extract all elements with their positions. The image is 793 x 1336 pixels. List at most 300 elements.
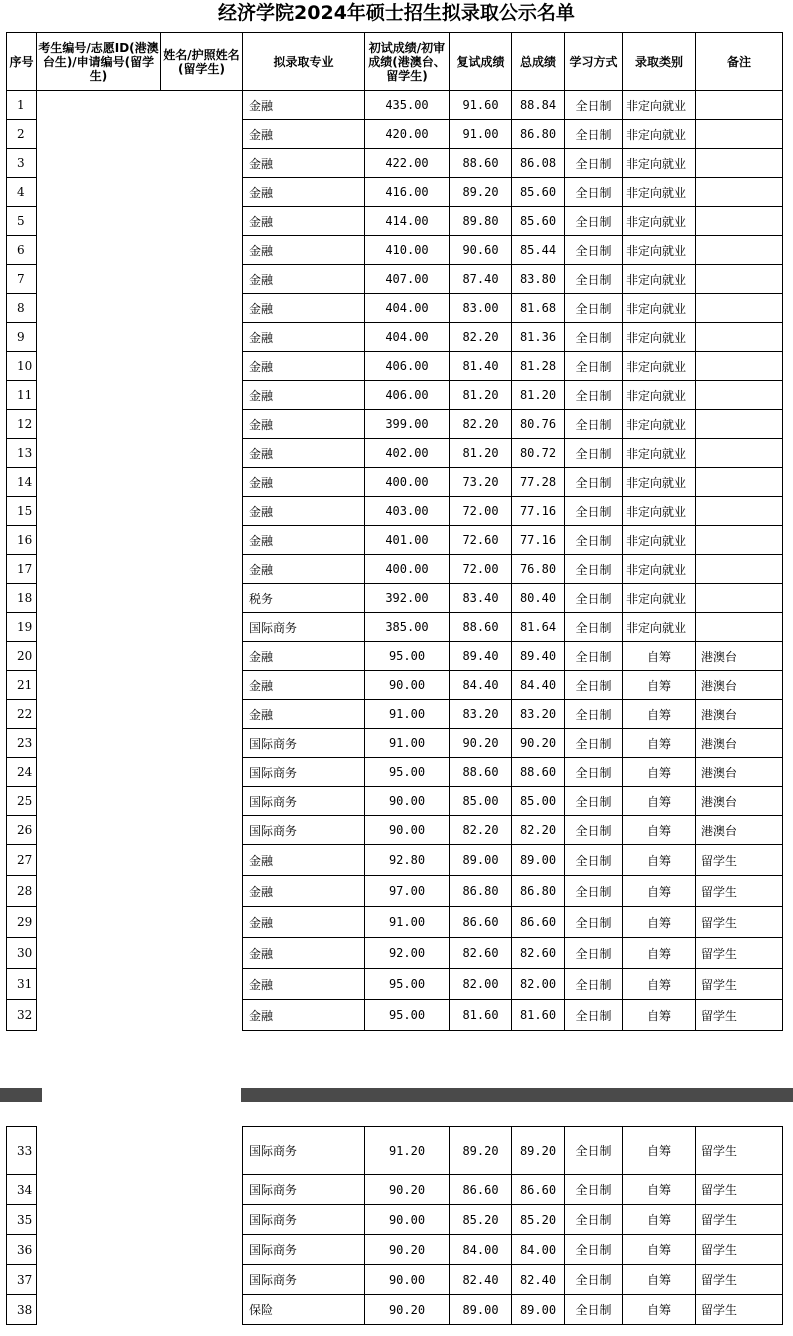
retest-score-cell: 89.20 bbox=[450, 1127, 512, 1175]
name-cell bbox=[161, 584, 243, 613]
initial-score-cell: 95.00 bbox=[365, 969, 450, 1000]
study-mode-cell: 全日制 bbox=[565, 236, 623, 265]
name-cell bbox=[161, 120, 243, 149]
remarks-cell: 港澳台 bbox=[696, 700, 783, 729]
exam-id-cell bbox=[37, 323, 161, 352]
remarks-cell: 港澳台 bbox=[696, 787, 783, 816]
exam-id-cell bbox=[37, 1127, 161, 1175]
remarks-cell bbox=[696, 178, 783, 207]
exam-id-cell bbox=[37, 120, 161, 149]
name-cell bbox=[161, 178, 243, 207]
table-row bbox=[7, 876, 783, 907]
table-row bbox=[7, 149, 783, 178]
initial-score-cell: 90.00 bbox=[365, 816, 450, 845]
remarks-cell bbox=[696, 149, 783, 178]
retest-score-cell: 82.20 bbox=[450, 816, 512, 845]
seq-cell: 16 bbox=[7, 526, 37, 555]
admission-type-cell: 非定向就业 bbox=[623, 526, 696, 555]
seq-cell: 3 bbox=[7, 149, 37, 178]
admission-type-cell: 自筹 bbox=[623, 787, 696, 816]
table-row bbox=[7, 91, 783, 120]
admission-type-cell: 非定向就业 bbox=[623, 352, 696, 381]
retest-score-cell: 91.60 bbox=[450, 91, 512, 120]
table-row bbox=[7, 265, 783, 294]
exam-id-cell bbox=[37, 526, 161, 555]
initial-score-cell: 95.00 bbox=[365, 758, 450, 787]
seq-cell: 38 bbox=[7, 1295, 37, 1325]
seq-cell: 30 bbox=[7, 938, 37, 969]
major-cell: 金融 bbox=[243, 468, 365, 497]
initial-score-cell: 91.00 bbox=[365, 729, 450, 758]
retest-score-cell: 86.80 bbox=[450, 876, 512, 907]
initial-score-cell: 414.00 bbox=[365, 207, 450, 236]
remarks-cell bbox=[696, 120, 783, 149]
total-score-cell: 86.80 bbox=[512, 120, 565, 149]
study-mode-cell: 全日制 bbox=[565, 207, 623, 236]
total-score-cell: 85.00 bbox=[512, 787, 565, 816]
table-row bbox=[7, 938, 783, 969]
study-mode-cell: 全日制 bbox=[565, 178, 623, 207]
major-cell: 金融 bbox=[243, 439, 365, 468]
name-cell bbox=[161, 758, 243, 787]
remarks-cell bbox=[696, 381, 783, 410]
study-mode-cell: 全日制 bbox=[565, 787, 623, 816]
table-row bbox=[7, 381, 783, 410]
table-row bbox=[7, 1000, 783, 1031]
total-score-cell: 89.00 bbox=[512, 1295, 565, 1325]
total-score-cell: 80.76 bbox=[512, 410, 565, 439]
admission-type-cell: 自筹 bbox=[623, 1000, 696, 1031]
initial-score-cell: 90.20 bbox=[365, 1175, 450, 1205]
retest-score-cell: 82.20 bbox=[450, 410, 512, 439]
study-mode-cell: 全日制 bbox=[565, 1175, 623, 1205]
exam-id-cell bbox=[37, 1175, 161, 1205]
exam-id-cell bbox=[37, 671, 161, 700]
admission-type-cell: 自筹 bbox=[623, 969, 696, 1000]
major-cell: 金融 bbox=[243, 178, 365, 207]
initial-score-cell: 402.00 bbox=[365, 439, 450, 468]
initial-score-cell: 422.00 bbox=[365, 149, 450, 178]
name-cell bbox=[161, 294, 243, 323]
retest-score-cell: 81.20 bbox=[450, 439, 512, 468]
initial-score-cell: 90.20 bbox=[365, 1295, 450, 1325]
total-score-cell: 89.40 bbox=[512, 642, 565, 671]
retest-score-cell: 83.20 bbox=[450, 700, 512, 729]
table-row bbox=[7, 671, 783, 700]
total-score-cell: 89.00 bbox=[512, 845, 565, 876]
table-row bbox=[7, 1235, 783, 1265]
major-cell: 保险 bbox=[243, 1295, 365, 1325]
exam-id-cell bbox=[37, 700, 161, 729]
study-mode-cell: 全日制 bbox=[565, 352, 623, 381]
admission-type-cell: 自筹 bbox=[623, 816, 696, 845]
table-row bbox=[7, 178, 783, 207]
major-cell: 金融 bbox=[243, 207, 365, 236]
table-row bbox=[7, 787, 783, 816]
name-cell bbox=[161, 1205, 243, 1235]
col-header-major: 拟录取专业 bbox=[243, 33, 365, 91]
admission-type-cell: 非定向就业 bbox=[623, 584, 696, 613]
name-cell bbox=[161, 1127, 243, 1175]
admission-table-continued bbox=[6, 1126, 783, 1325]
table-row bbox=[7, 642, 783, 671]
seq-cell: 37 bbox=[7, 1265, 37, 1295]
study-mode-cell: 全日制 bbox=[565, 1000, 623, 1031]
remarks-cell bbox=[696, 613, 783, 642]
admission-type-cell: 非定向就业 bbox=[623, 468, 696, 497]
remarks-cell bbox=[696, 584, 783, 613]
name-cell bbox=[161, 439, 243, 468]
seq-cell: 14 bbox=[7, 468, 37, 497]
exam-id-cell bbox=[37, 642, 161, 671]
col-header-name: 姓名/护照姓名(留学生) bbox=[161, 33, 243, 91]
retest-score-cell: 84.00 bbox=[450, 1235, 512, 1265]
total-score-cell: 82.00 bbox=[512, 969, 565, 1000]
seq-cell: 29 bbox=[7, 907, 37, 938]
remarks-cell: 港澳台 bbox=[696, 729, 783, 758]
table-row bbox=[7, 323, 783, 352]
retest-score-cell: 82.00 bbox=[450, 969, 512, 1000]
table-row bbox=[7, 1295, 783, 1325]
table-row bbox=[7, 1127, 783, 1175]
admission-type-cell: 自筹 bbox=[623, 938, 696, 969]
seq-cell: 2 bbox=[7, 120, 37, 149]
study-mode-cell: 全日制 bbox=[565, 1205, 623, 1235]
admission-type-cell: 非定向就业 bbox=[623, 410, 696, 439]
name-cell bbox=[161, 876, 243, 907]
study-mode-cell: 全日制 bbox=[565, 497, 623, 526]
table-row bbox=[7, 439, 783, 468]
study-mode-cell: 全日制 bbox=[565, 1235, 623, 1265]
seq-cell: 8 bbox=[7, 294, 37, 323]
table-row bbox=[7, 236, 783, 265]
total-score-cell: 83.20 bbox=[512, 700, 565, 729]
initial-score-cell: 91.00 bbox=[365, 907, 450, 938]
exam-id-cell bbox=[37, 178, 161, 207]
retest-score-cell: 88.60 bbox=[450, 758, 512, 787]
seq-cell: 27 bbox=[7, 845, 37, 876]
remarks-cell bbox=[696, 294, 783, 323]
retest-score-cell: 83.40 bbox=[450, 584, 512, 613]
seq-cell: 24 bbox=[7, 758, 37, 787]
table-row bbox=[7, 526, 783, 555]
retest-score-cell: 72.60 bbox=[450, 526, 512, 555]
study-mode-cell: 全日制 bbox=[565, 938, 623, 969]
seq-cell: 13 bbox=[7, 439, 37, 468]
admission-type-cell: 非定向就业 bbox=[623, 120, 696, 149]
admission-type-cell: 非定向就业 bbox=[623, 323, 696, 352]
remarks-cell bbox=[696, 468, 783, 497]
total-score-cell: 82.60 bbox=[512, 938, 565, 969]
total-score-cell: 90.20 bbox=[512, 729, 565, 758]
name-cell bbox=[161, 907, 243, 938]
table-row bbox=[7, 294, 783, 323]
major-cell: 金融 bbox=[243, 1000, 365, 1031]
remarks-cell: 留学生 bbox=[696, 1295, 783, 1325]
col-header-total-score: 总成绩 bbox=[512, 33, 565, 91]
admission-type-cell: 自筹 bbox=[623, 700, 696, 729]
total-score-cell: 81.64 bbox=[512, 613, 565, 642]
name-cell bbox=[161, 236, 243, 265]
admission-type-cell: 非定向就业 bbox=[623, 236, 696, 265]
table-row bbox=[7, 207, 783, 236]
name-cell bbox=[161, 1000, 243, 1031]
major-cell: 金融 bbox=[243, 969, 365, 1000]
study-mode-cell: 全日制 bbox=[565, 758, 623, 787]
name-cell bbox=[161, 969, 243, 1000]
retest-score-cell: 81.20 bbox=[450, 381, 512, 410]
admission-type-cell: 自筹 bbox=[623, 671, 696, 700]
table-row bbox=[7, 468, 783, 497]
major-cell: 金融 bbox=[243, 876, 365, 907]
total-score-cell: 85.60 bbox=[512, 207, 565, 236]
seq-cell: 17 bbox=[7, 555, 37, 584]
initial-score-cell: 404.00 bbox=[365, 294, 450, 323]
col-header-study-mode: 学习方式 bbox=[565, 33, 623, 91]
admission-type-cell: 自筹 bbox=[623, 876, 696, 907]
retest-score-cell: 83.00 bbox=[450, 294, 512, 323]
major-cell: 金融 bbox=[243, 323, 365, 352]
initial-score-cell: 401.00 bbox=[365, 526, 450, 555]
retest-score-cell: 72.00 bbox=[450, 497, 512, 526]
study-mode-cell: 全日制 bbox=[565, 410, 623, 439]
exam-id-cell bbox=[37, 236, 161, 265]
study-mode-cell: 全日制 bbox=[565, 876, 623, 907]
remarks-cell: 留学生 bbox=[696, 845, 783, 876]
remarks-cell: 留学生 bbox=[696, 1235, 783, 1265]
initial-score-cell: 385.00 bbox=[365, 613, 450, 642]
admission-type-cell: 非定向就业 bbox=[623, 497, 696, 526]
exam-id-cell bbox=[37, 613, 161, 642]
col-header-admission-type: 录取类别 bbox=[623, 33, 696, 91]
major-cell: 国际商务 bbox=[243, 1127, 365, 1175]
major-cell: 金融 bbox=[243, 265, 365, 294]
admission-type-cell: 非定向就业 bbox=[623, 294, 696, 323]
initial-score-cell: 403.00 bbox=[365, 497, 450, 526]
initial-score-cell: 92.00 bbox=[365, 938, 450, 969]
major-cell: 金融 bbox=[243, 410, 365, 439]
major-cell: 金融 bbox=[243, 149, 365, 178]
table-row bbox=[7, 410, 783, 439]
study-mode-cell: 全日制 bbox=[565, 700, 623, 729]
retest-score-cell: 82.20 bbox=[450, 323, 512, 352]
seq-cell: 34 bbox=[7, 1175, 37, 1205]
name-cell bbox=[161, 410, 243, 439]
exam-id-cell bbox=[37, 439, 161, 468]
retest-score-cell: 86.60 bbox=[450, 1175, 512, 1205]
major-cell: 金融 bbox=[243, 555, 365, 584]
major-cell: 国际商务 bbox=[243, 1235, 365, 1265]
seq-cell: 33 bbox=[7, 1127, 37, 1175]
exam-id-cell bbox=[37, 938, 161, 969]
seq-cell: 9 bbox=[7, 323, 37, 352]
major-cell: 金融 bbox=[243, 236, 365, 265]
seq-cell: 28 bbox=[7, 876, 37, 907]
exam-id-cell bbox=[37, 1265, 161, 1295]
retest-score-cell: 89.40 bbox=[450, 642, 512, 671]
total-score-cell: 77.16 bbox=[512, 497, 565, 526]
retest-score-cell: 85.00 bbox=[450, 787, 512, 816]
admission-type-cell: 非定向就业 bbox=[623, 91, 696, 120]
name-cell bbox=[161, 526, 243, 555]
initial-score-cell: 400.00 bbox=[365, 468, 450, 497]
admission-type-cell: 自筹 bbox=[623, 1295, 696, 1325]
name-cell bbox=[161, 207, 243, 236]
study-mode-cell: 全日制 bbox=[565, 265, 623, 294]
initial-score-cell: 91.20 bbox=[365, 1127, 450, 1175]
page-break-bar-right bbox=[241, 1088, 793, 1102]
header-row bbox=[7, 33, 783, 91]
admission-type-cell: 非定向就业 bbox=[623, 555, 696, 584]
initial-score-cell: 420.00 bbox=[365, 120, 450, 149]
table-row bbox=[7, 613, 783, 642]
remarks-cell: 留学生 bbox=[696, 876, 783, 907]
admission-type-cell: 自筹 bbox=[623, 1175, 696, 1205]
seq-cell: 20 bbox=[7, 642, 37, 671]
seq-cell: 25 bbox=[7, 787, 37, 816]
name-cell bbox=[161, 938, 243, 969]
retest-score-cell: 88.60 bbox=[450, 613, 512, 642]
exam-id-cell bbox=[37, 265, 161, 294]
exam-id-cell bbox=[37, 1295, 161, 1325]
exam-id-cell bbox=[37, 584, 161, 613]
seq-cell: 35 bbox=[7, 1205, 37, 1235]
retest-score-cell: 89.80 bbox=[450, 207, 512, 236]
retest-score-cell: 88.60 bbox=[450, 149, 512, 178]
seq-cell: 1 bbox=[7, 91, 37, 120]
study-mode-cell: 全日制 bbox=[565, 584, 623, 613]
study-mode-cell: 全日制 bbox=[565, 468, 623, 497]
initial-score-cell: 416.00 bbox=[365, 178, 450, 207]
total-score-cell: 86.80 bbox=[512, 876, 565, 907]
initial-score-cell: 399.00 bbox=[365, 410, 450, 439]
total-score-cell: 76.80 bbox=[512, 555, 565, 584]
table-row bbox=[7, 352, 783, 381]
seq-cell: 12 bbox=[7, 410, 37, 439]
remarks-cell: 港澳台 bbox=[696, 642, 783, 671]
remarks-cell bbox=[696, 410, 783, 439]
seq-cell: 32 bbox=[7, 1000, 37, 1031]
major-cell: 金融 bbox=[243, 91, 365, 120]
col-header-initial-score: 初试成绩/初审成绩(港澳台、留学生) bbox=[365, 33, 450, 91]
col-header-seq: 序号 bbox=[7, 33, 37, 91]
seq-cell: 26 bbox=[7, 816, 37, 845]
total-score-cell: 77.16 bbox=[512, 526, 565, 555]
name-cell bbox=[161, 555, 243, 584]
major-cell: 国际商务 bbox=[243, 758, 365, 787]
name-cell bbox=[161, 613, 243, 642]
initial-score-cell: 404.00 bbox=[365, 323, 450, 352]
table-row bbox=[7, 700, 783, 729]
initial-score-cell: 90.00 bbox=[365, 787, 450, 816]
retest-score-cell: 84.40 bbox=[450, 671, 512, 700]
study-mode-cell: 全日制 bbox=[565, 381, 623, 410]
major-cell: 金融 bbox=[243, 497, 365, 526]
retest-score-cell: 86.60 bbox=[450, 907, 512, 938]
seq-cell: 11 bbox=[7, 381, 37, 410]
remarks-cell bbox=[696, 91, 783, 120]
total-score-cell: 84.00 bbox=[512, 1235, 565, 1265]
remarks-cell bbox=[696, 352, 783, 381]
total-score-cell: 85.44 bbox=[512, 236, 565, 265]
remarks-cell: 留学生 bbox=[696, 1000, 783, 1031]
name-cell bbox=[161, 381, 243, 410]
initial-score-cell: 406.00 bbox=[365, 381, 450, 410]
retest-score-cell: 82.60 bbox=[450, 938, 512, 969]
exam-id-cell bbox=[37, 729, 161, 758]
total-score-cell: 82.20 bbox=[512, 816, 565, 845]
study-mode-cell: 全日制 bbox=[565, 1127, 623, 1175]
major-cell: 金融 bbox=[243, 381, 365, 410]
seq-cell: 7 bbox=[7, 265, 37, 294]
initial-score-cell: 410.00 bbox=[365, 236, 450, 265]
retest-score-cell: 90.60 bbox=[450, 236, 512, 265]
table-row bbox=[7, 555, 783, 584]
seq-cell: 19 bbox=[7, 613, 37, 642]
major-cell: 国际商务 bbox=[243, 613, 365, 642]
study-mode-cell: 全日制 bbox=[565, 149, 623, 178]
total-score-cell: 81.28 bbox=[512, 352, 565, 381]
retest-score-cell: 90.20 bbox=[450, 729, 512, 758]
remarks-cell: 留学生 bbox=[696, 938, 783, 969]
table-row bbox=[7, 1205, 783, 1235]
exam-id-cell bbox=[37, 816, 161, 845]
total-score-cell: 88.60 bbox=[512, 758, 565, 787]
exam-id-cell bbox=[37, 207, 161, 236]
study-mode-cell: 全日制 bbox=[565, 1295, 623, 1325]
name-cell bbox=[161, 1295, 243, 1325]
remarks-cell: 留学生 bbox=[696, 969, 783, 1000]
study-mode-cell: 全日制 bbox=[565, 969, 623, 1000]
remarks-cell: 留学生 bbox=[696, 907, 783, 938]
page-title: 经济学院2024年硕士招生拟录取公示名单 bbox=[218, 2, 575, 24]
admission-type-cell: 自筹 bbox=[623, 1265, 696, 1295]
major-cell: 国际商务 bbox=[243, 816, 365, 845]
name-cell bbox=[161, 265, 243, 294]
total-score-cell: 88.84 bbox=[512, 91, 565, 120]
admission-type-cell: 自筹 bbox=[623, 1235, 696, 1265]
initial-score-cell: 92.80 bbox=[365, 845, 450, 876]
table-row bbox=[7, 845, 783, 876]
total-score-cell: 82.40 bbox=[512, 1265, 565, 1295]
total-score-cell: 81.36 bbox=[512, 323, 565, 352]
table-row bbox=[7, 816, 783, 845]
seq-cell: 18 bbox=[7, 584, 37, 613]
major-cell: 金融 bbox=[243, 120, 365, 149]
major-cell: 国际商务 bbox=[243, 1265, 365, 1295]
major-cell: 金融 bbox=[243, 700, 365, 729]
seq-cell: 21 bbox=[7, 671, 37, 700]
remarks-cell bbox=[696, 236, 783, 265]
admission-type-cell: 自筹 bbox=[623, 1205, 696, 1235]
name-cell bbox=[161, 91, 243, 120]
total-score-cell: 86.60 bbox=[512, 907, 565, 938]
study-mode-cell: 全日制 bbox=[565, 439, 623, 468]
col-header-remarks: 备注 bbox=[696, 33, 783, 91]
name-cell bbox=[161, 700, 243, 729]
initial-score-cell: 95.00 bbox=[365, 642, 450, 671]
table-row bbox=[7, 969, 783, 1000]
exam-id-cell bbox=[37, 876, 161, 907]
seq-cell: 31 bbox=[7, 969, 37, 1000]
retest-score-cell: 73.20 bbox=[450, 468, 512, 497]
initial-score-cell: 90.20 bbox=[365, 1235, 450, 1265]
exam-id-cell bbox=[37, 787, 161, 816]
retest-score-cell: 89.20 bbox=[450, 178, 512, 207]
total-score-cell: 84.40 bbox=[512, 671, 565, 700]
admission-type-cell: 非定向就业 bbox=[623, 439, 696, 468]
exam-id-cell bbox=[37, 497, 161, 526]
